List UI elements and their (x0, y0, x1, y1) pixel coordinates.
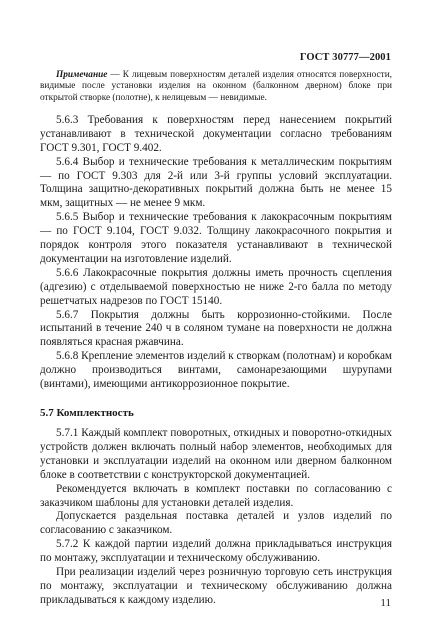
paragraph-5-6-5: 5.6.5 Выбор и технические требования к лакокрасочным покрытиям — по ГОСТ 9.104, ГОСТ 9.032. Толщину лакокрасочного покрытия и порядок контроля этого показателя устанавливают в технической документации на изготовление изделий. (40, 211, 392, 265)
paragraph-5-6-7: 5.6.7 Покрытия должны быть коррозионно-стойкими. После испытаний в течение 240 ч в соляном тумане на поверхности не должна появляться красная ржавчина. (40, 308, 392, 349)
note (40, 70, 392, 104)
paragraph-5-6-3: 5.6.3 Требования к поверхностям перед нанесением покрытий устанавливают в технической документации согласно требованиям ГОСТ 9.301, ГОСТ 9.402. (40, 113, 392, 154)
paragraph-5-6-8: 5.6.8 Крепление элементов изделий к створкам (полотнам) и коробкам должно производиться винтами, самонарезающими шурупами (винтами), имеющими антикоррозионное покрытие. (40, 350, 392, 391)
paragraph-5-7-1: 5.7.1 Каждый комплект поворотных, откидных и поворотно-откидных устройств должен включать полный набор элементов, необходимых для установки и эксплуатации изделий на оконном или дверном балконном блоке в соответствии с конструкторской документацией. (40, 427, 392, 481)
paragraph-5-6-4: 5.6.4 Выбор и технические требования к металлическим покрытиям — по ГОСТ 9.303 для 2-й или 3-й группы условий эксплуатации. Толщина защитно-декоративных покрытий должна быть не менее 15 мкм, защитных — не менее 9 мкм. (40, 155, 392, 210)
paragraph-recommendation: Рекомендуется включать в комплект поставки по согласованию с заказчиком шаблоны для установки деталей изделия. (40, 482, 392, 509)
paragraph-5-7-2: 5.7.2 К каждой партии изделий должна прикладываться инструкция по монтажу, эксплуатации и техническому обслуживанию. (40, 538, 392, 565)
page-number: 11 (380, 597, 391, 609)
page-content (40, 70, 392, 608)
note-text: — К лицевым поверхностям деталей изделия относятся поверхности, видимые после установки изделия на оконном (балконном дверном) блоке при открытой створке (полотне), к нелицевым — невидимые. (40, 70, 392, 103)
section-title: 5.7 Комплектность (40, 407, 134, 420)
note-label: Примечание (56, 70, 108, 80)
paragraph-separate-delivery: Допускается раздельная поставка деталей и узлов изделий по согласованию с заказчиком. (40, 510, 392, 537)
paragraph-5-6-6: 5.6.6 Лакокрасочные покрытия должны иметь прочность сцепления (адгезию) с отделываемой поверхностью не ниже 2-го балла по методу решетчатых надрезов по ГОСТ 15140. (40, 266, 392, 307)
paragraph-retail: При реализации изделий через розничную торговую сеть инструкция по монтажу, эксплуатации и техническому обслуживанию должна прикладываться к каждому изделию. (40, 566, 392, 606)
standard-header: ГОСТ 30777—2001 (299, 52, 391, 63)
